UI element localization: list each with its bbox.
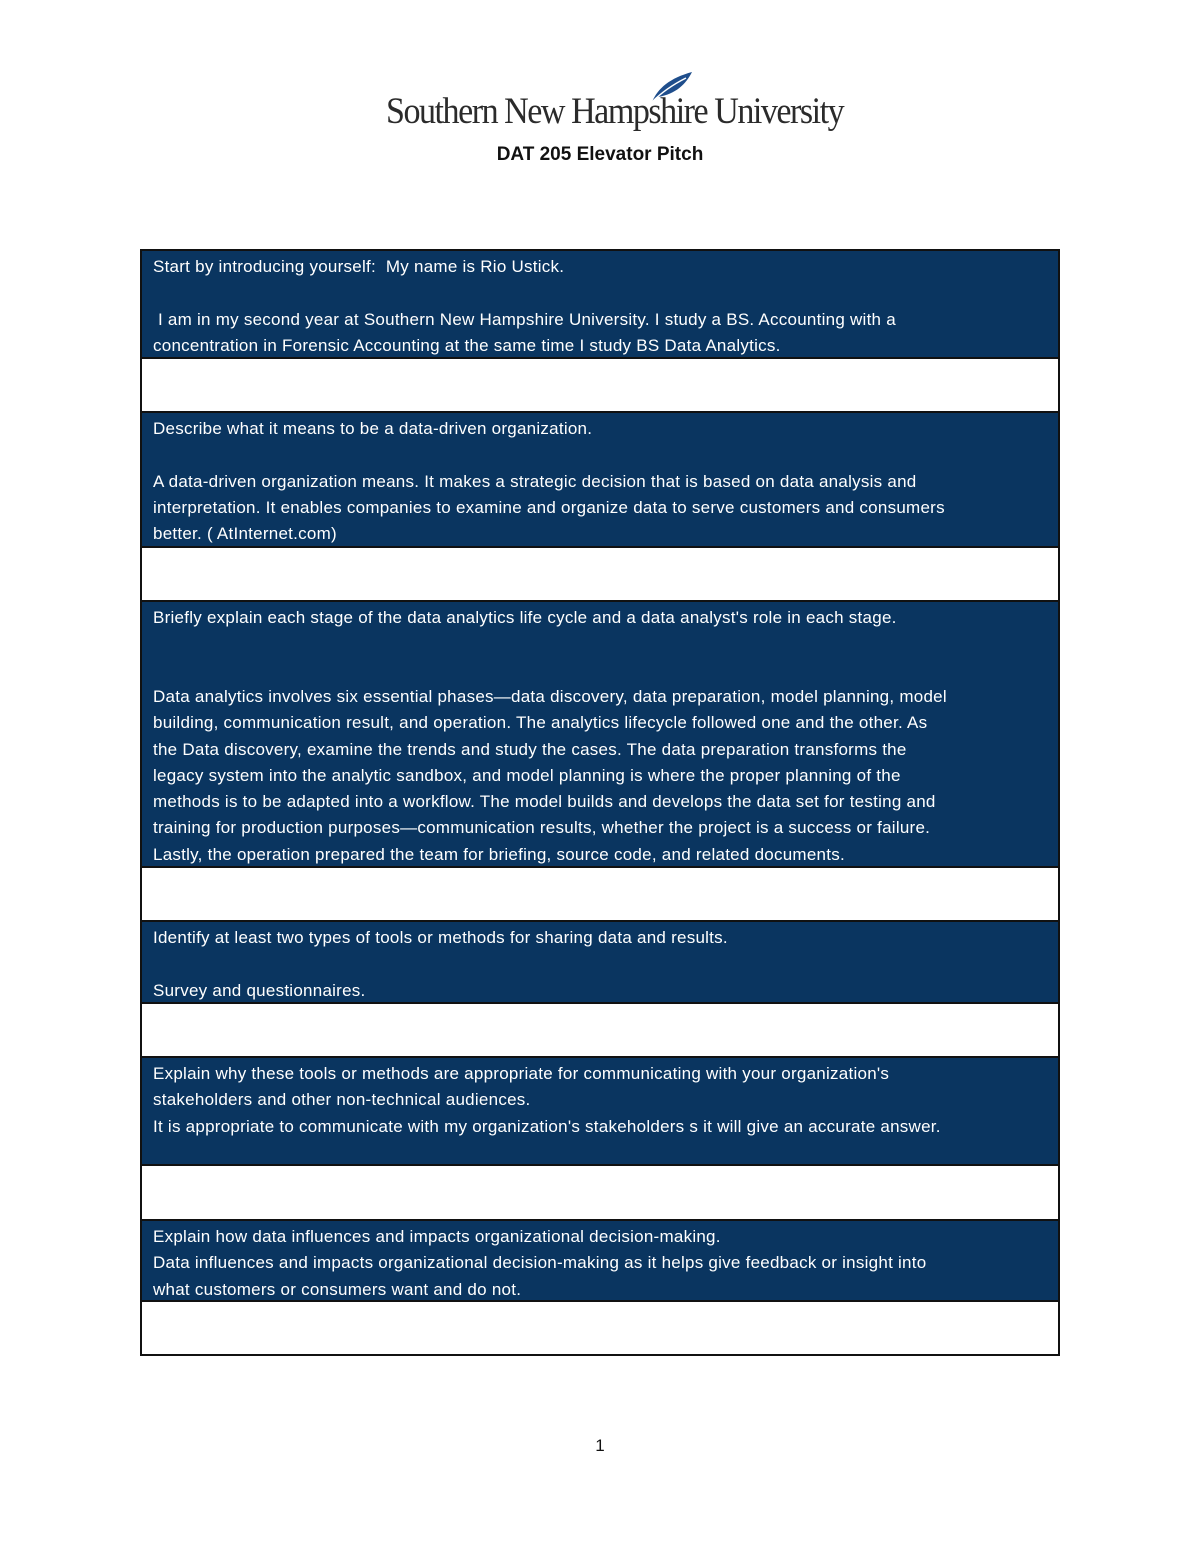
pitch-table	[140, 249, 1060, 1356]
section-text-line: stakeholders and other non-technical audiences.	[153, 1090, 531, 1110]
section-text-line: Briefly explain each stage of the data analytics life cycle and a data analyst's role in each stage.	[153, 608, 897, 627]
section-text-line: Identify at least two types of tools or methods for sharing data and results.	[153, 928, 728, 947]
section-text-line: Explain why these tools or methods are appropriate for communicating with your organization's	[153, 1064, 890, 1083]
logo-wordmark: Southern New Hampshire University	[386, 91, 844, 132]
section-text-line: building, communication result, and operation. The analytics lifecycle followed one and the other. As	[153, 713, 928, 733]
section-text-line: Survey and questionnaires.	[153, 980, 366, 1000]
section-decision-making	[142, 1221, 1058, 1302]
section-text-line: Explain how data influences and impacts organizational decision-making.	[153, 1227, 721, 1246]
response-cell-1[interactable]	[142, 359, 1058, 413]
section-text-line: I am in my second year at Southern New Hampshire University. I study a BS. Accounting with a	[153, 309, 896, 329]
section-text-line: A data-driven organization means. It makes a strategic decision that is based on data analysis and	[153, 471, 917, 491]
university-logo	[386, 66, 844, 136]
leaf-icon	[648, 70, 694, 104]
section-life-cycle	[142, 602, 1058, 868]
section-text-line: Data influences and impacts organizational decision-making as it helps give feedback or insight into	[153, 1253, 927, 1273]
section-text-line: Data analytics involves six essential phases—data discovery, data preparation, model planning, model	[153, 686, 947, 706]
section-text-line: legacy system into the analytic sandbox, and model planning is where the proper planning of the	[153, 765, 901, 785]
response-cell-4[interactable]	[142, 1004, 1058, 1058]
section-text-line: methods is to be adapted into a workflow. The model builds and develops the data set for testing and	[153, 792, 936, 812]
section-text-line: what customers or consumers want and do not.	[153, 1279, 522, 1299]
section-text-line: better. ( AtInternet.com)	[153, 524, 337, 544]
section-sharing-tools	[142, 922, 1058, 1004]
response-cell-6[interactable]	[142, 1302, 1058, 1354]
section-text-line: interpretation. It enables companies to examine and organize data to serve customers and consumers	[153, 497, 945, 517]
section-appropriateness	[142, 1058, 1058, 1166]
page-title: DAT 205 Elevator Pitch	[496, 144, 704, 165]
page-number: 1	[595, 1436, 605, 1455]
section-text-line: Start by introducing yourself: My name is Rio Ustick.	[153, 257, 565, 276]
section-introduction	[142, 251, 1058, 359]
response-cell-5[interactable]	[142, 1166, 1058, 1221]
response-cell-2[interactable]	[142, 548, 1058, 602]
response-cell-3[interactable]	[142, 868, 1058, 922]
section-data-driven	[142, 413, 1058, 548]
section-text-line: Lastly, the operation prepared the team for briefing, source code, and related documents.	[153, 844, 845, 864]
section-text-line: Describe what it means to be a data-driven organization.	[153, 419, 593, 438]
section-text-line: It is appropriate to communicate with my organization's stakeholders s it will give an accurate answer.	[153, 1116, 941, 1136]
section-text-line: the Data discovery, examine the trends and study the cases. The data preparation transforms the	[153, 739, 907, 759]
section-text-line: concentration in Forensic Accounting at the same time I study BS Data Analytics.	[153, 335, 781, 355]
section-text-line: training for production purposes—communication results, whether the project is a success or failure.	[153, 818, 931, 838]
